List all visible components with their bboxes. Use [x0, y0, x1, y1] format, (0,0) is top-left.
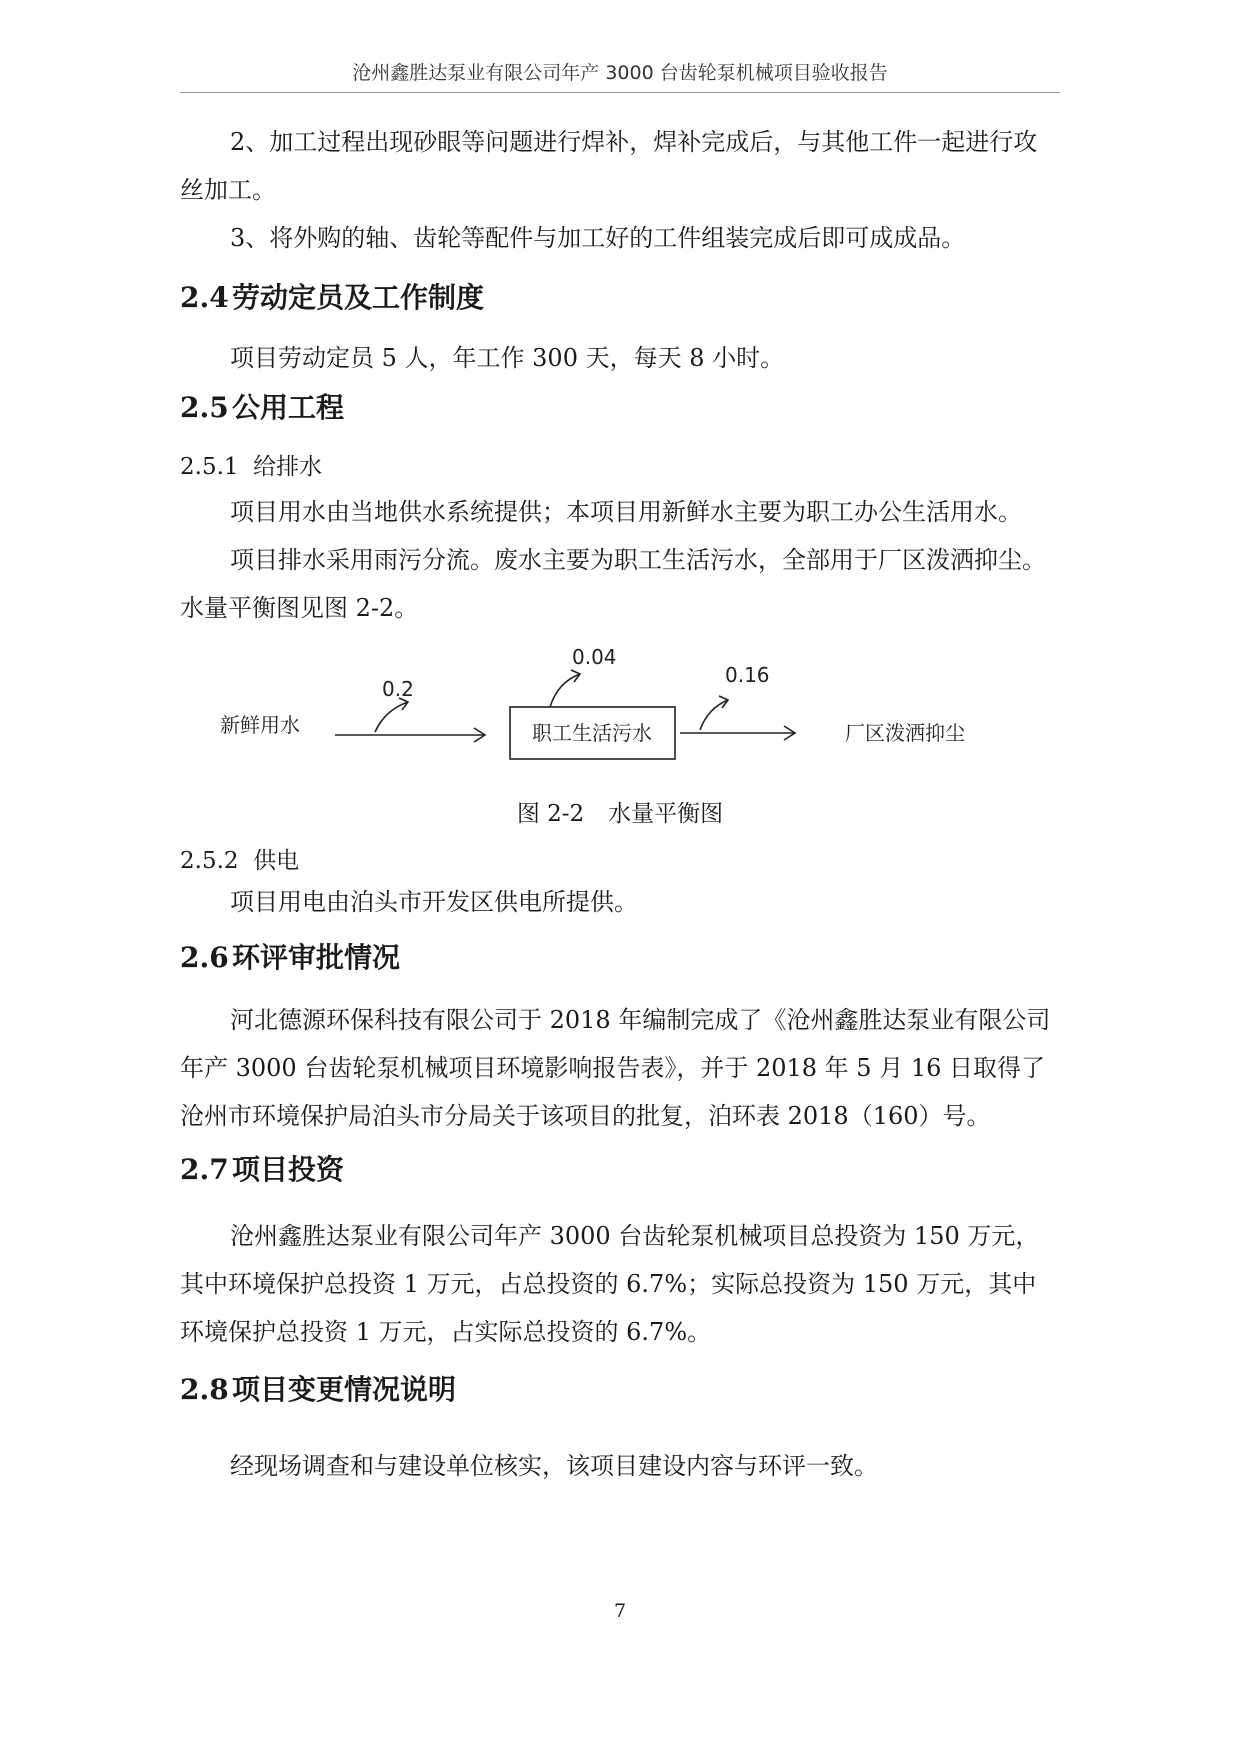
subsection-2-5-2 [180, 844, 1060, 878]
subsection-2-5-2-body [180, 878, 1060, 926]
loss-value: 0.04 [572, 645, 617, 669]
section-heading [180, 1150, 1060, 1190]
domestic-wastewater-label: 职工生活污水 [532, 721, 652, 745]
section-2-5 [180, 388, 1060, 428]
section-heading [180, 1370, 1060, 1410]
water-balance-diagram [180, 642, 1060, 782]
section-number: 2.6 [180, 941, 229, 974]
header-divider [180, 92, 1060, 93]
paragraph: 项目排水采用雨污分流。废水主要为职工生活污水，全部用于厂区泼洒抑尘。水量平衡图见图 2-2。 [180, 546, 1046, 622]
section-2-7-body [180, 1212, 1060, 1356]
paragraph-step-2: 2、加工过程出现砂眼等问题进行焊补，焊补完成后，与其他工件一起进行攻丝加工。 [180, 128, 1038, 204]
paragraph: 经现场调查和与建设单位核实，该项目建设内容与环评一致。 [230, 1452, 878, 1480]
section-heading [180, 278, 1060, 318]
fresh-water-value: 0.2 [382, 677, 414, 701]
section-number: 2.7 [180, 1153, 229, 1186]
subsection-title: 给排水 [253, 454, 323, 480]
paragraph: 河北德源环保科技有限公司于 2018 年编制完成了《沧州鑫胜达泵业有限公司年产 3000 台齿轮泵机械项目环境影响报告表》，并于 2018 年 5 月 16 日取得了沧州市环境保护局泊头市分局关于该项目的批复，泊环表 2018（160）号。 [180, 1006, 1051, 1130]
section-title: 项目变更情况说明 [232, 1373, 457, 1406]
section-number: 2.4 [180, 281, 229, 314]
paragraph: 项目用电由泊头市开发区供电所提供。 [230, 888, 638, 916]
subsection-2-5-1-body [180, 488, 1060, 632]
section-2-8 [180, 1370, 1060, 1410]
section-title: 环评审批情况 [232, 941, 401, 974]
paragraph: 项目用水由当地供水系统提供；本项目用新鲜水主要为职工办公生活用水。 [230, 498, 1022, 526]
paragraph: 项目劳动定员 5 人，年工作 300 天，每天 8 小时。 [230, 344, 785, 372]
section-number: 2.8 [180, 1373, 229, 1406]
subsection-number: 2.5.1 [180, 454, 239, 480]
caption-number: 图 2-2 [516, 801, 585, 827]
section-title: 劳动定员及工作制度 [232, 281, 485, 314]
section-number: 2.5 [180, 391, 229, 424]
section-title: 公用工程 [232, 391, 345, 424]
subsection-title: 供电 [253, 848, 300, 874]
input-flow-curve [375, 702, 408, 732]
section-2-4-body [180, 334, 1060, 382]
subsection-heading [180, 450, 1060, 484]
dust-suppression-label: 厂区泼洒抑尘 [845, 721, 965, 745]
section-2-4 [180, 278, 1060, 318]
page-header: 沧州鑫胜达泵业有限公司年产 3000 台齿轮泵机械项目验收报告 [352, 62, 888, 84]
subsection-heading [180, 844, 1060, 878]
section-2-7 [180, 1150, 1060, 1190]
figure-caption [0, 795, 1240, 828]
section-2-6 [180, 938, 1060, 978]
section-2-8-body [180, 1442, 1060, 1490]
subsection-2-5-1 [180, 450, 1060, 484]
paragraph: 沧州鑫胜达泵业有限公司年产 3000 台齿轮泵机械项目总投资为 150 万元，其中环境保护总投资 1 万元，占总投资的 6.7%；实际总投资为 150 万元，其中环境保护总投资 1 万元，占实际总投资的 6.7%。 [180, 1222, 1040, 1346]
subsection-number: 2.5.2 [180, 848, 239, 874]
section-title: 项目投资 [232, 1153, 345, 1186]
section-2-6-body [180, 996, 1060, 1140]
section-heading [180, 388, 1060, 428]
intro-section [180, 118, 1060, 262]
page-number: 7 [613, 1600, 627, 1622]
output-value: 0.16 [725, 663, 770, 687]
paragraph-step-3: 3、将外购的轴、齿轮等配件与加工好的工件组装完成后即可成成品。 [230, 224, 966, 252]
section-heading [180, 938, 1060, 978]
fresh-water-label: 新鲜用水 [220, 713, 300, 737]
caption-text: 水量平衡图 [608, 801, 724, 827]
